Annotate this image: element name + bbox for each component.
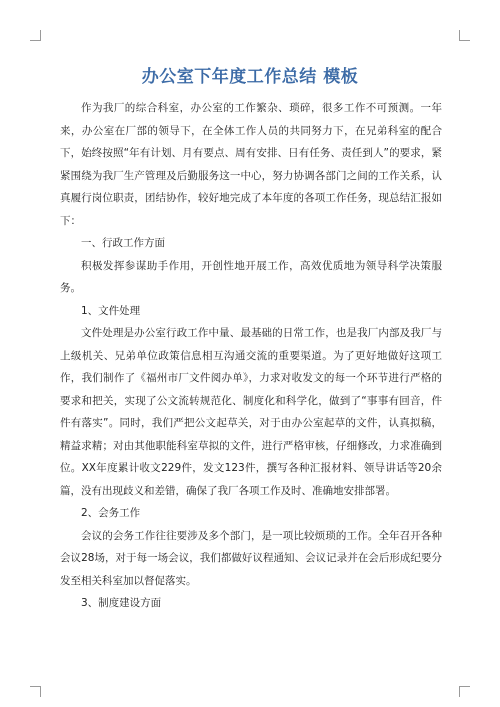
subheading-document-processing: 1、文件处理 [81, 304, 141, 317]
meeting-work-paragraph: 会议的会务工作往往要涉及多个部门，是一项比较烦琐的工作。全年召开各种会议28场，对于每一场会议，我们都做好议程通知、会议记录并在会后形成纪要分发至相关科室加以督促落实。 [60, 529, 442, 587]
page-corner-mark-bottom-left [30, 686, 41, 697]
document-body [60, 97, 442, 615]
page-corner-mark-top-right [459, 30, 470, 41]
subheading-system-building: 3、制度建设方面 [81, 597, 162, 609]
administration-summary-paragraph: 积极发挥参谋助手作用，开创性地开展工作，高效优质地为领导科学决策服务。 [60, 259, 442, 294]
intro-paragraph: 作为我厂的综合科室，办公室的工作繁杂、琐碎，很多工作不可预测。一年来，办公室在厂部的领导下，在全体工作人员的共同努力下，在兄弟科室的配合下，始终按照“年有计划、月有要点、周有安排、日有任务、责任到人”的要求，紧紧围绕为我厂生产管理及后勤服务这一中心，努力协调各部门之间的工作关系，认真履行岗位职责，团结协作，较好地完成了本年度的各项工作任务，现总结汇报如下： [60, 102, 442, 227]
document-title: 办公室下年度工作总结 模板 [141, 67, 359, 87]
section-heading-administration: 一、行政工作方面 [81, 237, 165, 249]
page-corner-mark-bottom-right [459, 686, 470, 697]
subheading-meeting-work: 2、会务工作 [81, 507, 141, 519]
document-processing-paragraph: 文件处理是办公室行政工作中量、最基础的日常工作，也是我厂内部及我厂与上级机关、兄弟单位政策信息相互沟通交流的重要渠道。为了更好地做好这项工作，我们制作了《福州市厂文件阅办单》，力求对收发文的每一个环节进行严格的要求和把关，实现了公文流转规范化、制度化和科学化，做到了“事事有回音，件件有落实”。同时，我们严把公文起草关，对于由办公室起草的文件，认真拟稿，精益求精；对由其他职能科室草拟的文件，进行严格审核，仔细修改，力求准确到位。XX年度累计收文229件，发文123件，撰写各种汇报材料、领导讲话等20余篇，没有出现歧义和差错，确保了我厂各项工作及时、准确地安排部署。 [60, 327, 442, 497]
page-corner-mark-top-left [30, 30, 41, 41]
